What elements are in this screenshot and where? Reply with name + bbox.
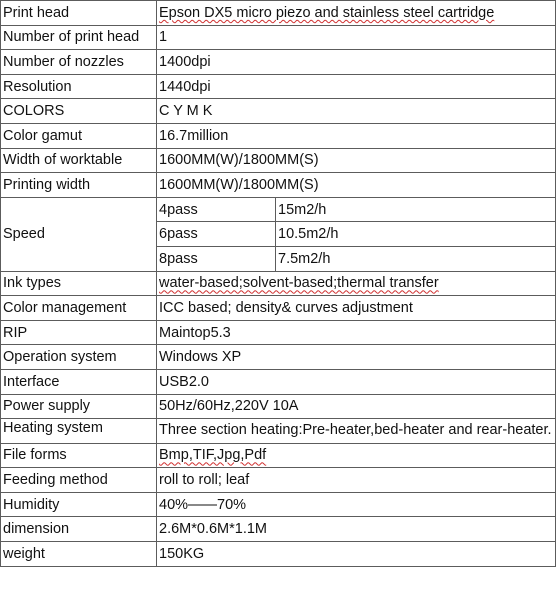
table-row bbox=[1, 148, 556, 173]
speed-value: 10.5m2/h bbox=[276, 222, 556, 247]
speed-mode: 8pass bbox=[157, 246, 276, 271]
spec-value: 1 bbox=[157, 25, 556, 50]
table-row bbox=[1, 74, 556, 99]
spec-value: 1440dpi bbox=[157, 74, 556, 99]
spec-label: weight bbox=[1, 542, 157, 567]
table-row bbox=[1, 173, 556, 198]
table-row bbox=[1, 369, 556, 394]
spec-value: USB2.0 bbox=[157, 369, 556, 394]
spec-label: Ink types bbox=[1, 271, 157, 296]
spec-label: dimension bbox=[1, 517, 157, 542]
spec-label: Color gamut bbox=[1, 123, 157, 148]
spec-value: 1600MM(W)/1800MM(S) bbox=[157, 173, 556, 198]
table-row bbox=[1, 296, 556, 321]
spec-value-text: water-based;solvent-based;thermal transfer bbox=[159, 275, 439, 292]
table-row bbox=[1, 1, 556, 26]
spec-label: Feeding method bbox=[1, 468, 157, 493]
spec-label: Resolution bbox=[1, 74, 157, 99]
spec-value: C Y M K bbox=[157, 99, 556, 124]
spec-value-text: Epson DX5 micro piezo and stainless steel cartridge bbox=[159, 4, 495, 21]
spec-value: roll to roll; leaf bbox=[157, 468, 556, 493]
table-row bbox=[1, 25, 556, 50]
speed-row bbox=[1, 197, 556, 222]
spec-value: 40%——70% bbox=[157, 492, 556, 517]
speed-label: Speed bbox=[1, 197, 157, 271]
spec-label: Number of print head bbox=[1, 25, 157, 50]
table-row bbox=[1, 50, 556, 75]
spec-label: Heating system bbox=[1, 419, 157, 444]
speed-mode: 6pass bbox=[157, 222, 276, 247]
spec-value-text: Bmp,TIF,Jpg,Pdf bbox=[159, 447, 267, 464]
table-row bbox=[1, 542, 556, 567]
table-row bbox=[1, 517, 556, 542]
table-row bbox=[1, 271, 556, 296]
spec-label: File forms bbox=[1, 443, 157, 468]
table-row bbox=[1, 320, 556, 345]
spec-label: Interface bbox=[1, 369, 157, 394]
spec-value: 2.6M*0.6M*1.1M bbox=[157, 517, 556, 542]
table-row bbox=[1, 123, 556, 148]
spec-label: Printing width bbox=[1, 173, 157, 198]
spec-value: Maintop5.3 bbox=[157, 320, 556, 345]
spec-label: RIP bbox=[1, 320, 157, 345]
spec-value bbox=[157, 1, 556, 26]
spec-value bbox=[157, 443, 556, 468]
speed-value: 7.5m2/h bbox=[276, 246, 556, 271]
spec-value bbox=[157, 271, 556, 296]
spec-label: COLORS bbox=[1, 99, 157, 124]
table-row bbox=[1, 419, 556, 444]
table-row bbox=[1, 345, 556, 370]
spec-value: Windows XP bbox=[157, 345, 556, 370]
speed-mode: 4pass bbox=[157, 197, 276, 222]
spec-value: 150KG bbox=[157, 542, 556, 567]
spec-label: Color management bbox=[1, 296, 157, 321]
spec-label: Print head bbox=[1, 1, 157, 26]
spec-label: Power supply bbox=[1, 394, 157, 419]
spec-label: Operation system bbox=[1, 345, 157, 370]
spec-label: Number of nozzles bbox=[1, 50, 157, 75]
table-row bbox=[1, 443, 556, 468]
spec-value: Three section heating:Pre-heater,bed-heater and rear-heater. bbox=[157, 419, 556, 444]
spec-value: ICC based; density& curves adjustment bbox=[157, 296, 556, 321]
table-row bbox=[1, 99, 556, 124]
table-row bbox=[1, 468, 556, 493]
spec-value: 16.7million bbox=[157, 123, 556, 148]
table-row bbox=[1, 492, 556, 517]
spec-label: Width of worktable bbox=[1, 148, 157, 173]
spec-label: Humidity bbox=[1, 492, 157, 517]
spec-value: 1400dpi bbox=[157, 50, 556, 75]
speed-value: 15m2/h bbox=[276, 197, 556, 222]
spec-value: 50Hz/60Hz,220V 10A bbox=[157, 394, 556, 419]
spec-value: 1600MM(W)/1800MM(S) bbox=[157, 148, 556, 173]
table-row bbox=[1, 394, 556, 419]
